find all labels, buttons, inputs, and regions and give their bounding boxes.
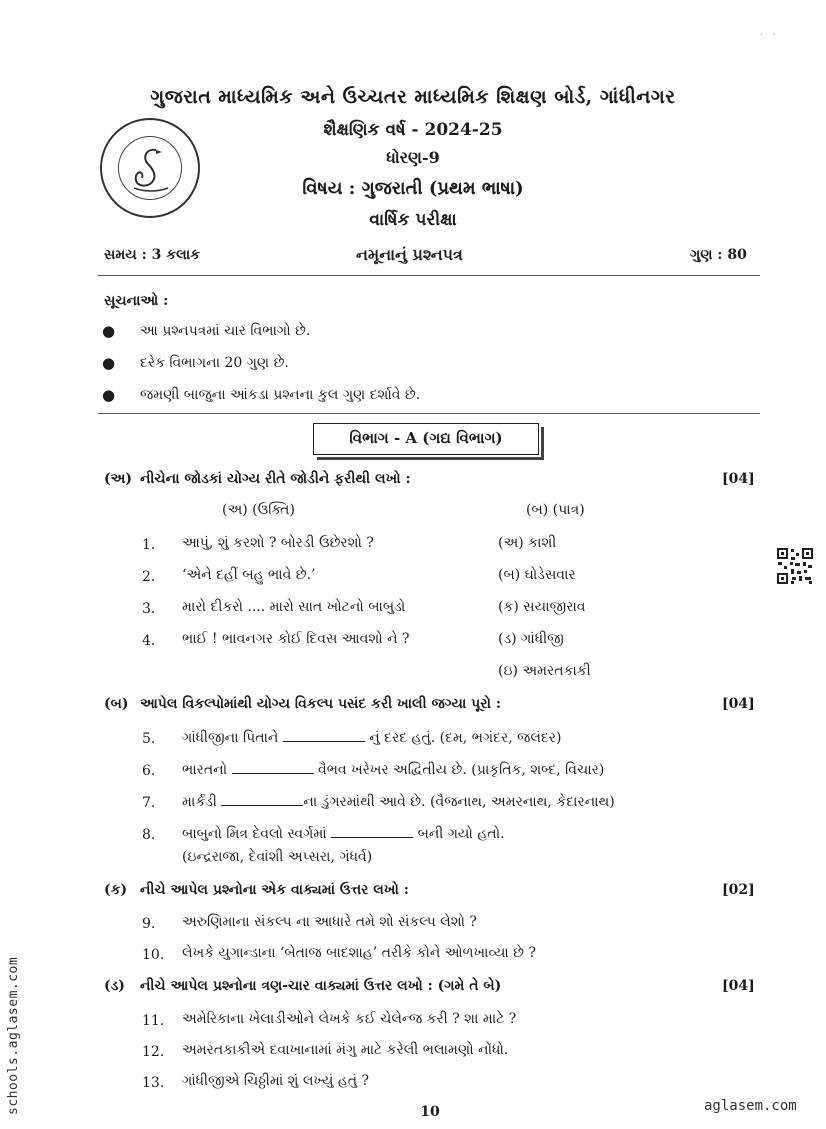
long-question: અમરતકાકીએ દવાખાનામાં મંગુ માટે કરેલી ભલામણો નોંધો. xyxy=(182,1042,509,1058)
fill-blank-item xyxy=(182,825,505,842)
fill-blank-item xyxy=(182,793,615,810)
bullet-icon: ● xyxy=(102,386,116,404)
instructions-title: સૂચનાઓ : xyxy=(104,293,169,309)
item-number: 4. xyxy=(142,633,156,649)
side-watermark: schools.aglasem.com xyxy=(6,956,21,1115)
fill-blank-suffix: ના ડુંગરમાંથી આવે છે. (વૈજનાથ, અમરનાથ, કેદારનાથ) xyxy=(303,794,615,810)
answer-blank xyxy=(232,761,314,774)
match-item: ભાઈ ! ભાવનગર કોઈ દિવસ આવશો ને ? xyxy=(182,631,410,647)
fill-blank-suffix: બની ગયો હતો. xyxy=(417,826,505,842)
fill-blank-item xyxy=(182,729,561,746)
item-number: 1. xyxy=(142,537,156,553)
match-option: (બ) ઘોડેસવાર xyxy=(498,567,576,583)
fill-blank-suffix: નું દરદ હતું. (દમ, ભગંદર, જલંદર) xyxy=(369,730,562,746)
question-a-marks: [04] xyxy=(722,471,755,487)
question-d-text: નીચે આપેલ પ્રશ્નોના ત્રણ-ચાર વાક્યમાં ઉત્તર લખો : (ગમે તે બે) xyxy=(140,978,502,994)
item-number: 13. xyxy=(142,1075,165,1091)
header-rule xyxy=(98,275,760,276)
section-title: વિભાગ - A (ગદ્ય વિભાગ) xyxy=(313,423,539,455)
item-number: 10. xyxy=(142,947,165,963)
answer-blank xyxy=(221,793,303,806)
match-option: (ક) સયાજીરાવ xyxy=(498,599,586,615)
instruction-item: દરેક વિભાગના 20 ગુણ છે. xyxy=(140,355,289,371)
qr-code-icon xyxy=(776,547,814,585)
fill-blank-options: (ઇન્દ્રરાજા, દેવાંશી અપ્સરા, ગંધર્વ) xyxy=(182,849,373,865)
fill-blank-prefix: ભારતનો xyxy=(182,762,228,778)
question-c-label: (ક) xyxy=(104,882,128,898)
match-option: (અ) કાશી xyxy=(498,535,557,551)
exam-name: વાર્ષિક પરીક્ષા xyxy=(369,210,457,230)
answer-blank xyxy=(283,729,365,742)
item-number: 11. xyxy=(142,1013,165,1029)
match-option: (ડ) ગાંધીજી xyxy=(498,631,564,647)
item-number: 3. xyxy=(142,601,156,617)
short-question: લેખકે યુગાન્ડાના ‘બેતાજ બાદશાહ’ તરીકે કોને ઓળખાવ્યા છે ? xyxy=(182,945,536,961)
fill-blank-suffix: વૈભવ ખરેખર અદ્વિતીય છે. (પ્રાકૃતિક, શબ્દ, વિચાર) xyxy=(318,762,605,778)
item-number: 6. xyxy=(142,763,156,779)
standard: ધોરણ-9 xyxy=(386,148,440,167)
total-marks: ગુણ : 80 xyxy=(690,247,747,263)
column-a-heading: (અ) (ઉક્તિ) xyxy=(222,502,295,518)
long-question: અમેરિકાના ખેલાડીઓને લેખકે કઈ ચેલેન્જ કરી ? શા માટે ? xyxy=(182,1011,517,1027)
instruction-item: આ પ્રશ્નપત્રમાં ચાર વિભાગો છે. xyxy=(140,323,311,339)
answer-blank xyxy=(331,825,413,838)
question-c-marks: [02] xyxy=(722,882,755,898)
item-number: 5. xyxy=(142,731,156,747)
scan-mark: · · xyxy=(760,30,776,41)
item-number: 7. xyxy=(142,795,156,811)
question-b-marks: [04] xyxy=(722,696,755,712)
match-item: મારો દીકરો .... મારો સાત ખોટનો બાબુડો xyxy=(182,599,406,615)
question-b-label: (બ) xyxy=(104,696,129,712)
watermark: aglasem.com xyxy=(704,1098,797,1114)
match-item: આપું, શું કરશો ? બોરડી ઉછેરશો ? xyxy=(182,535,374,551)
item-number: 9. xyxy=(142,916,156,932)
subject: વિષય : ગુજરાતી (પ્રથમ ભાષા) xyxy=(302,178,524,199)
fill-blank-prefix: ગાંધીજીના પિતાને xyxy=(182,730,279,746)
board-name: ગુજરાત માધ્યમિક અને ઉચ્ચતર માધ્યમિક શિક્ષણ બોર્ડ, ગાંધીનગર xyxy=(150,86,676,108)
academic-year: શૈક્ષણિક વર્ષ - 2024-25 xyxy=(323,120,503,140)
column-b-heading: (બ) (પાત્ર) xyxy=(526,502,585,518)
match-option: (ઇ) અમરતકાકી xyxy=(498,663,591,679)
fill-blank-prefix: બાબુનો મિત્ર દેવલો સ્વર્ગમાં xyxy=(182,826,327,842)
question-d-marks: [04] xyxy=(722,978,755,994)
question-c-text: નીચે આપેલ પ્રશ્નોના એક વાક્યમાં ઉત્તર લખો : xyxy=(140,882,409,898)
bullet-icon: ● xyxy=(102,322,116,340)
instruction-item: જમણી બાજુના આંકડા પ્રશ્નના કુલ ગુણ દર્શાવે છે. xyxy=(140,387,421,403)
question-d-label: (ડ) xyxy=(104,978,125,994)
short-question: અરુણિમાના સંકલ્પ ના આધારે તમે શો સંકલ્પ લેશો ? xyxy=(182,914,477,930)
page-number: 10 xyxy=(420,1104,440,1120)
paper-type: નમૂનાનું પ્રશ્નપત્ર xyxy=(356,245,463,264)
fill-blank-prefix: માર્કંડી xyxy=(182,794,217,810)
item-number: 2. xyxy=(142,569,156,585)
time-allowed: સમય : 3 કલાક xyxy=(104,247,201,263)
instructions-rule xyxy=(98,413,760,414)
bullet-icon: ● xyxy=(102,354,116,372)
question-b-text: આપેલ વિકલ્પોમાંથી યોગ્ય વિકલ્પ પસંદ કરી ખાલી જગ્યા પૂરો : xyxy=(140,696,502,712)
match-item: ‘એને દહીં બહુ ભાવે છે.’ xyxy=(182,567,316,583)
fill-blank-item xyxy=(182,761,604,778)
question-a-label: (અ) xyxy=(104,471,133,487)
question-a-text: નીચેના જોડકાં યોગ્ય રીતે જોડીને ફરીથી લખો : xyxy=(140,471,411,487)
item-number: 8. xyxy=(142,827,156,843)
long-question: ગાંધીજીએ ચિઠ્ઠીમાં શું લખ્યું હતું ? xyxy=(182,1073,370,1089)
item-number: 12. xyxy=(142,1044,165,1060)
